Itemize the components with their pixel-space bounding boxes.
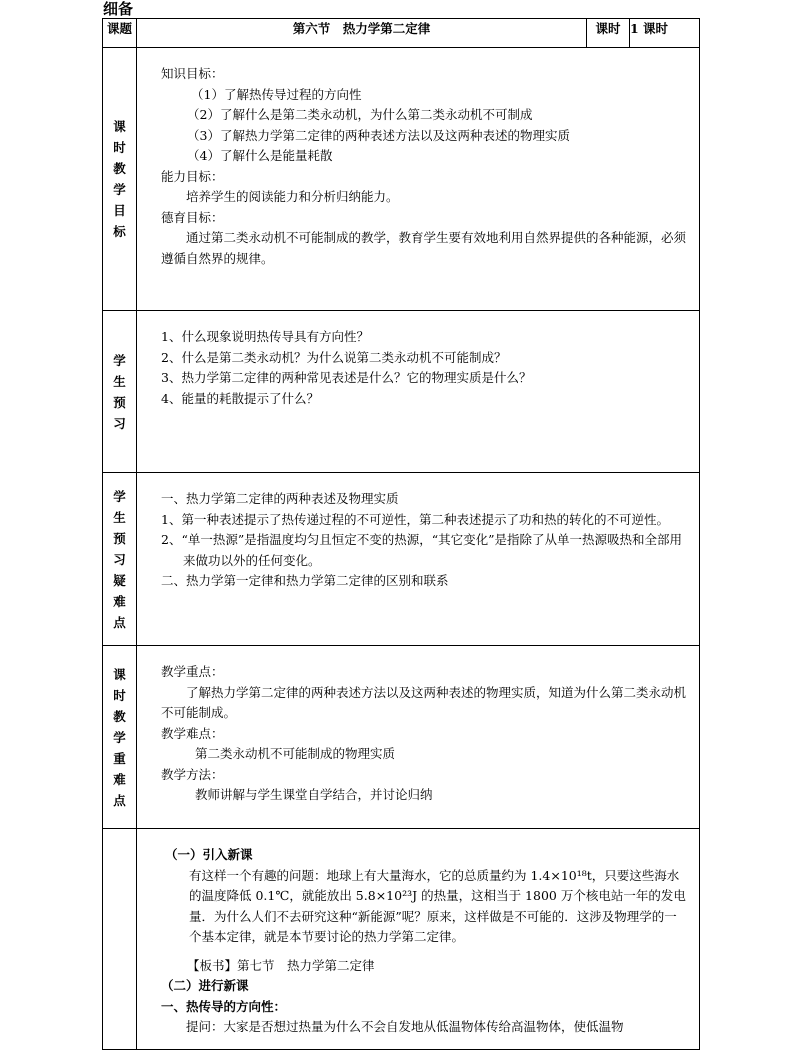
focus-title: 教学重点： <box>161 664 224 679</box>
knowledge-item: （2）了解什么是第二类永动机，为什么第二类永动机不可制成 <box>187 107 533 122</box>
difficulty-item: 2、“单一热源”是指温度均匀且恒定不变的热源，“其它变化”是指除了从单一热源吸热和全部用来做功以外的任何变化。 <box>161 532 683 568</box>
ability-title: 能力目标： <box>161 168 224 184</box>
board-text: 【板书】第七节 热力学第二定律 <box>187 957 375 973</box>
preview-item: 2、什么是第二类永动机？为什么说第二类永动机不可能制成？ <box>161 349 507 365</box>
lesson-plan-table <box>102 18 700 1050</box>
preview-item: 1、什么现象说明热传导具有方向性？ <box>161 329 369 344</box>
key-points-content <box>137 646 700 829</box>
difficulties-content <box>137 473 700 646</box>
key-points-label: 课 时 教 学 重 难 点 <box>103 646 137 829</box>
focus-text: 了解热力学第二定律的两种表述方法以及这两种表述的物理实质，知道为什么第二类永动机不可能制成。 <box>161 684 687 720</box>
method-text: 教师讲解与学生课堂自学结合，并讨论归纳 <box>195 787 433 802</box>
difficulties-row <box>103 473 700 646</box>
method-title: 教学方法： <box>161 766 224 782</box>
knowledge-item: （4）了解什么是能量耗散 <box>187 148 333 163</box>
preview-label: 学 生 预 习 <box>103 311 137 473</box>
objectives-label: 课 时 教 学 目 标 <box>103 48 137 311</box>
preview-content <box>137 311 700 473</box>
key-points-row <box>103 646 700 829</box>
difficulty-text: 第二类永动机不可能制成的物理实质 <box>195 746 396 761</box>
preview-item: 3、热力学第二定律的两种常见表述是什么？它的物理实质是什么？ <box>161 370 532 385</box>
objectives-content <box>137 48 700 311</box>
topic-label: 课题 <box>103 19 137 48</box>
knowledge-title: 知识目标： <box>161 66 224 81</box>
ability-text: 培养学生的阅读能力和分析归纳能力。 <box>186 189 399 204</box>
preview-row <box>103 311 700 473</box>
hours-value: 1 课时 <box>630 19 700 48</box>
topic-title: 第六节 热力学第二定律 <box>137 19 587 48</box>
topic-row <box>103 19 700 48</box>
difficulty-item: 一、热力学第二定律的两种表述及物理实质 <box>161 491 399 506</box>
difficulty-title: 教学难点： <box>161 725 224 741</box>
preview-item: 4、能量的耗散提示了什么？ <box>161 390 319 406</box>
header-label: 细备 <box>103 0 134 18</box>
difficulty-item: 1、第一种表述提示了热传递过程的不可逆性，第二种表述提示了功和热的转化的不可逆性。 <box>161 511 669 527</box>
heat-section-title: 一、热传导的方向性： <box>161 998 287 1014</box>
new-lesson-title: （二）进行新课 <box>161 978 249 993</box>
process-row <box>103 829 700 1050</box>
intro-title: （一）引入新课 <box>165 847 253 862</box>
knowledge-item: （3）了解热力学第二定律的两种表述方法以及这两种表述的物理实质 <box>187 127 570 143</box>
difficulties-label: 学 生 预 习 疑 难 点 <box>103 473 137 646</box>
intro-text: 有这样一个有趣的问题：地球上有大量海水，它的总质量约为 1.4×10¹⁸t，只要这些海水的温度降低 0.1℃，就能放出 5.8×10²³J 的热量，这相当于 1800 万个核电站一年的发电量．为什么人们不去研究这种“新能源”呢？原来，这样做是不可能的．这涉及物理学的一个基本定律，就是本节要讨论的热力学第二定律。 <box>189 867 686 944</box>
objectives-row <box>103 48 700 311</box>
process-label <box>103 829 137 1050</box>
moral-title: 德育目标： <box>161 209 224 225</box>
knowledge-item: （1）了解热传导过程的方向性 <box>191 86 362 102</box>
difficulty-item: 二、热力学第一定律和热力学第二定律的区别和联系 <box>161 573 449 588</box>
heat-section-text: 提问：大家是否想过热量为什么不会自发地从低温物体传给高温物体，使低温物 <box>186 1019 624 1034</box>
hours-label: 课时 <box>587 19 630 48</box>
process-content <box>137 829 700 1050</box>
moral-text: 通过第二类永动机不可能制成的教学，教育学生要有效地利用自然界提供的各种能源，必须遵循自然界的规律。 <box>161 230 687 266</box>
